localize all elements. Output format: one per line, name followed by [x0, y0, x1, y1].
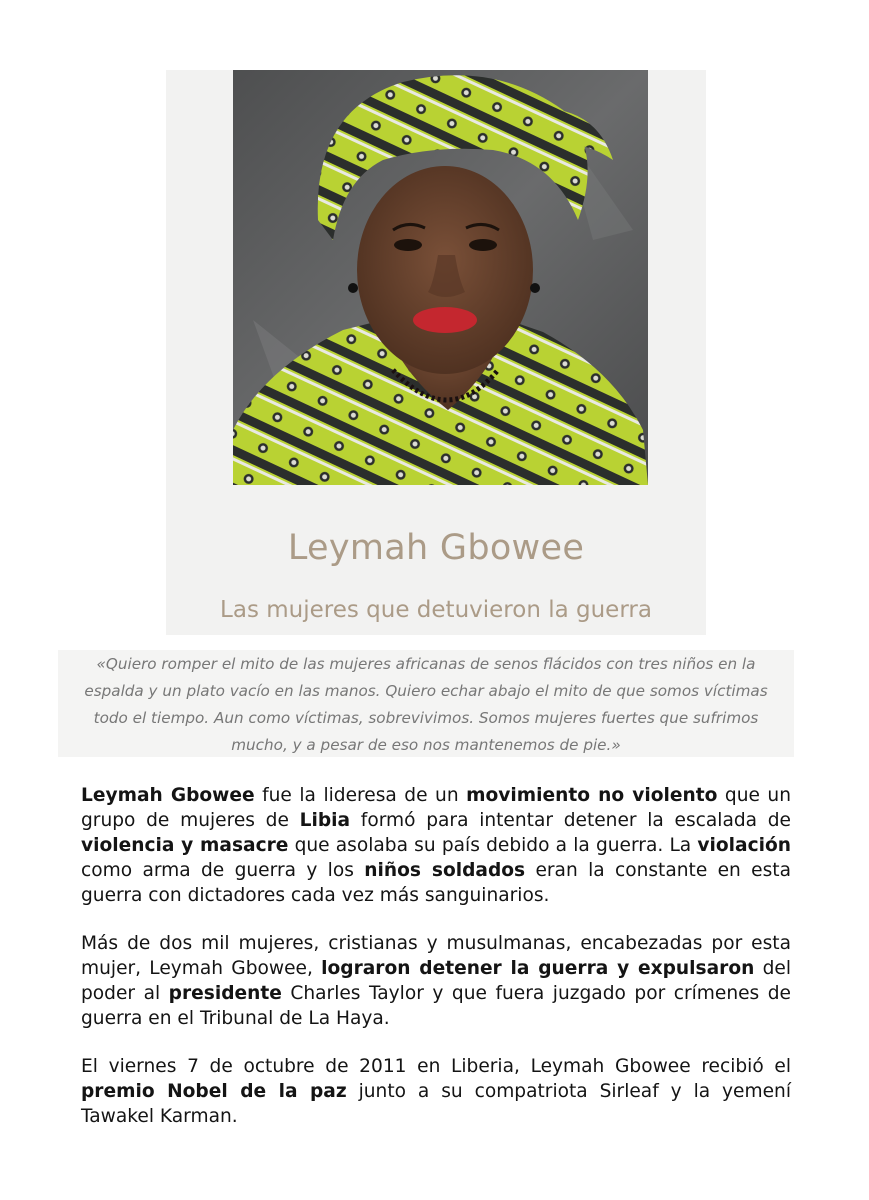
- quote-line: «Quiero romper el mito de las mujeres africanas de senos flácidos con tres niños en la: [96, 655, 756, 673]
- paragraph-3: [81, 1054, 791, 1129]
- text: Charles Taylor y que fuera juzgado por crímenes de guerra en el Tribunal de La Haya.: [81, 983, 791, 1029]
- bold-text: violación: [697, 835, 791, 856]
- text: eran la constante en esta guerra con dictadores cada vez más sanguinarios.: [81, 860, 791, 906]
- paragraph-1: [81, 783, 791, 908]
- text: del poder al: [81, 958, 791, 1004]
- quote-line: mucho, y a pesar de eso nos mantenemos de pie.»: [231, 736, 621, 754]
- article-body: [81, 783, 791, 1152]
- bold-text: niños soldados: [364, 860, 526, 881]
- text: que un grupo de mujeres de: [81, 785, 792, 831]
- lips: [413, 307, 477, 333]
- bold-text: presidente: [168, 983, 282, 1004]
- text: El viernes 7 de octubre de 2011 en Liberia, Leymah Gbowee recibió el: [81, 1056, 791, 1077]
- text: fue la lideresa de un: [254, 785, 467, 806]
- bold-text: Leymah Gbowee: [81, 785, 255, 806]
- person-name: Leymah Gbowee: [287, 528, 585, 568]
- profile-card: [166, 70, 706, 635]
- quote-line: espalda y un plato vacío en las manos. Quiero echar abajo el mito de que somos víctimas: [84, 682, 768, 700]
- bold-text: lograron detener la guerra y expulsaron: [321, 958, 755, 979]
- text: Más de dos mil mujeres, cristianas y musulmanas, encabezadas por esta mujer, Leymah Gbowee,: [81, 933, 791, 979]
- text: junto a su compatriota Sirleaf y la yemení Tawakel Karman.: [81, 1081, 791, 1127]
- bold-text: Libia: [299, 810, 351, 831]
- text: formó para intentar detener la escalada de: [350, 810, 791, 831]
- portrait-photo: [233, 70, 648, 485]
- bold-text: violencia y masacre: [81, 835, 289, 856]
- bold-text: premio Nobel de la paz: [81, 1081, 347, 1102]
- quote-box: [58, 650, 794, 757]
- bold-text: movimiento no violento: [466, 785, 718, 806]
- text: como arma de guerra y los: [81, 860, 365, 881]
- quote-line: todo el tiempo. Aun como víctimas, sobrevivimos. Somos mujeres fuertes que sufrimos: [93, 709, 759, 727]
- text: que asolaba su país debido a la guerra. La: [288, 835, 698, 856]
- card-subtitle: Las mujeres que detuvieron la guerra: [220, 597, 652, 623]
- paragraph-2: [81, 931, 791, 1031]
